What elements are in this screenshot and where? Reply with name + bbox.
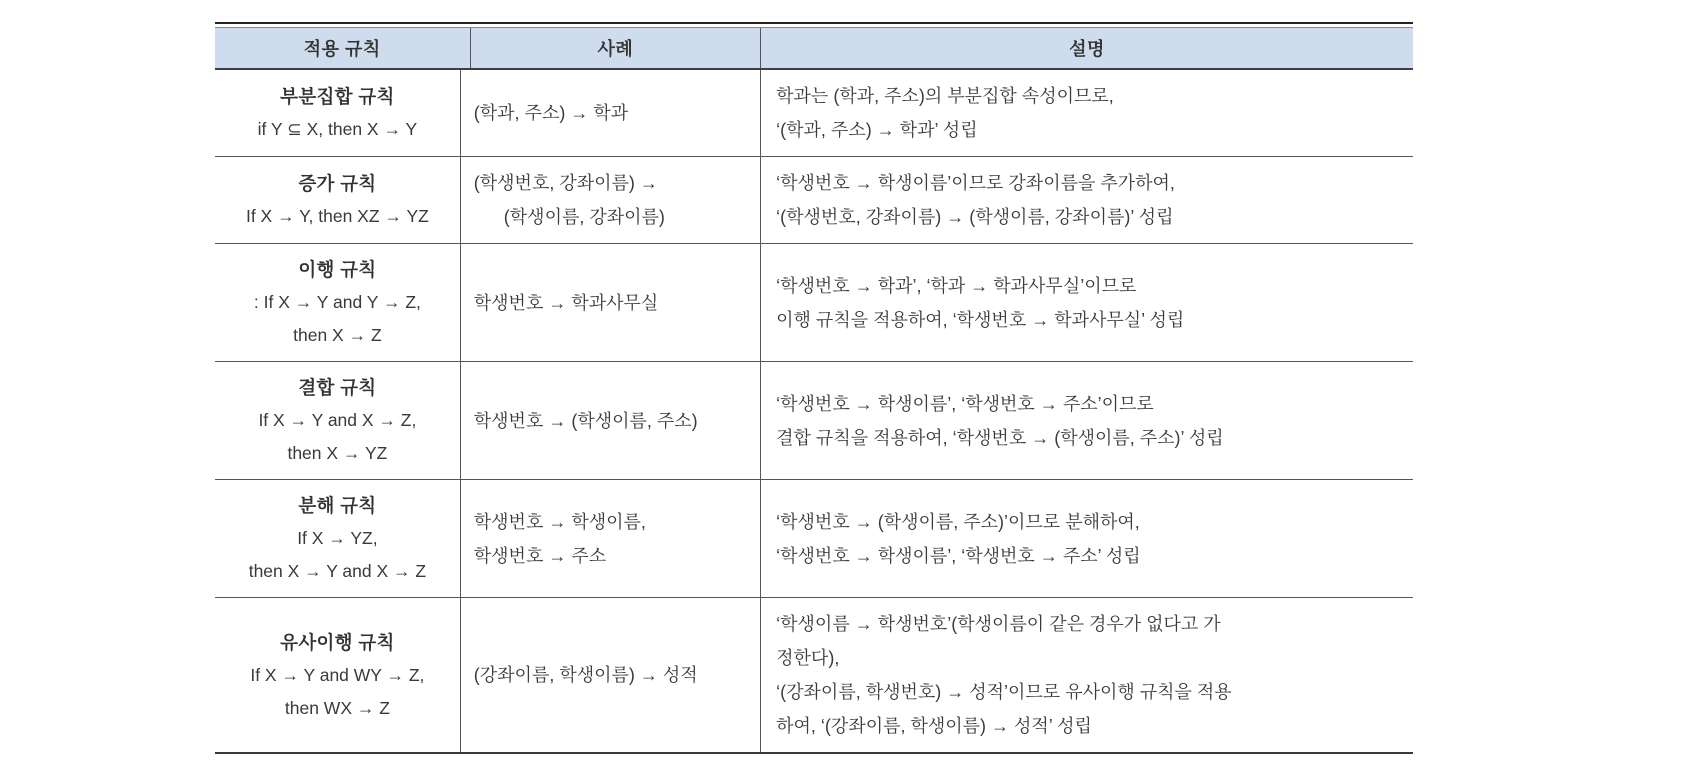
table-row xyxy=(215,480,1413,598)
table-row xyxy=(215,70,1413,157)
header-example-column: 사례 xyxy=(471,28,762,68)
table-row xyxy=(215,244,1413,362)
text-line: 학생번호 → (학생이름, 주소) xyxy=(473,410,698,431)
cell-description xyxy=(761,362,1413,479)
table-header-row xyxy=(215,27,1413,70)
rule-name: 분해 규칙 xyxy=(298,495,377,516)
text-line: (학생이름, 강좌이름) xyxy=(473,207,665,227)
text-line: 이행 규칙을 적용하여, ‘학생번호 → 학과사무실’ 성립 xyxy=(776,309,1185,330)
text-line: ‘학생번호 → 학생이름’이므로 강좌이름을 추가하여, xyxy=(776,173,1175,193)
text-line: If X → Y, then XZ → YZ xyxy=(245,206,429,226)
text-line: ‘학생번호 → (학생이름, 주소)’이므로 분해하여, xyxy=(776,511,1140,532)
table-row xyxy=(215,598,1413,752)
cell-applied-rule xyxy=(215,244,461,361)
text-line: then X → Z xyxy=(293,325,382,345)
rule-formula xyxy=(215,286,460,352)
rule-name: 부분집합 규칙 xyxy=(280,86,395,107)
cell-description xyxy=(761,480,1413,597)
header-description-column: 설명 xyxy=(1069,39,1105,59)
rule-name: 유사이행 규칙 xyxy=(280,631,395,653)
text-line: ‘학생번호 → 학과’, ‘학과 → 학과사무실’이므로 xyxy=(776,275,1137,296)
cell-description xyxy=(761,244,1413,361)
text-line: ‘(학생번호, 강좌이름) → (학생이름, 강좌이름)’ 성립 xyxy=(776,207,1174,227)
rule-name: 증가 규칙 xyxy=(298,173,377,194)
rule-formula xyxy=(215,659,460,725)
text-line: : If X → Y and Y → Z, xyxy=(253,292,421,312)
text-line: then X → Y and X → Z xyxy=(248,561,427,581)
header-rule-column: 적용 규칙 xyxy=(215,28,471,68)
cell-example xyxy=(461,70,761,156)
table-row xyxy=(215,362,1413,480)
text-line: 결합 규칙을 적용하여, ‘학생번호 → (학생이름, 주소)’ 성립 xyxy=(776,427,1224,448)
cell-applied-rule xyxy=(215,70,461,156)
text-line: (강좌이름, 학생이름) → 성적 xyxy=(473,665,698,685)
text-line: ‘학생번호 → 학생이름’, ‘학생번호 → 주소’ 성립 xyxy=(776,545,1141,566)
text-line: 하여, ‘(강좌이름, 학생이름) → 성적’ 성립 xyxy=(776,716,1092,736)
rule-name: 결합 규칙 xyxy=(298,377,377,398)
text-line: ‘학생번호 → 학생이름’, ‘학생번호 → 주소’이므로 xyxy=(776,393,1154,414)
cell-example xyxy=(461,157,761,243)
text-line: If X → Y and WY → Z, xyxy=(250,664,425,685)
rule-formula xyxy=(215,200,460,233)
text-line: 학과는 (학과, 주소)의 부분집합 속성이므로, xyxy=(776,86,1114,106)
rule-formula xyxy=(215,522,460,588)
text-line: then WX → Z xyxy=(284,697,390,718)
cell-example xyxy=(461,598,761,752)
rule-formula xyxy=(215,404,460,470)
text-line: 학생번호 → 주소 xyxy=(473,545,607,566)
cell-description xyxy=(761,157,1413,243)
table-body xyxy=(215,70,1413,752)
cell-applied-rule xyxy=(215,480,461,597)
rule-name: 이행 규칙 xyxy=(298,259,377,280)
text-line: ‘(학과, 주소) → 학과’ 성립 xyxy=(776,120,978,140)
text-line: (학과, 주소) → 학과 xyxy=(473,103,629,123)
text-line: 학생번호 → 학과사무실 xyxy=(473,292,659,313)
text-line: (학생번호, 강좌이름) → xyxy=(473,173,658,193)
text-line: 정한다), xyxy=(776,648,840,668)
text-line: ‘학생이름 → 학생번호’(학생이름이 같은 경우가 없다고 가 xyxy=(776,614,1221,634)
cell-example xyxy=(461,480,761,597)
table-row xyxy=(215,157,1413,244)
text-line: if Y ⊆ X, then X → Y xyxy=(257,119,418,139)
text-line: If X → Y and X → Z, xyxy=(258,410,417,430)
text-line: If X → YZ, xyxy=(297,528,378,548)
cell-applied-rule xyxy=(215,598,461,752)
cell-example xyxy=(461,244,761,361)
cell-description xyxy=(761,598,1413,752)
text-line: ‘(강좌이름, 학생번호) → 성적’이므로 유사이행 규칙을 적용 xyxy=(776,682,1232,702)
cell-description xyxy=(761,70,1413,156)
cell-example xyxy=(461,362,761,479)
rule-formula xyxy=(215,113,460,146)
cell-applied-rule xyxy=(215,157,461,243)
cell-applied-rule xyxy=(215,362,461,479)
fd-rules-table xyxy=(215,22,1413,754)
text-line: then X → YZ xyxy=(287,443,388,463)
text-line: 학생번호 → 학생이름, xyxy=(473,511,646,532)
